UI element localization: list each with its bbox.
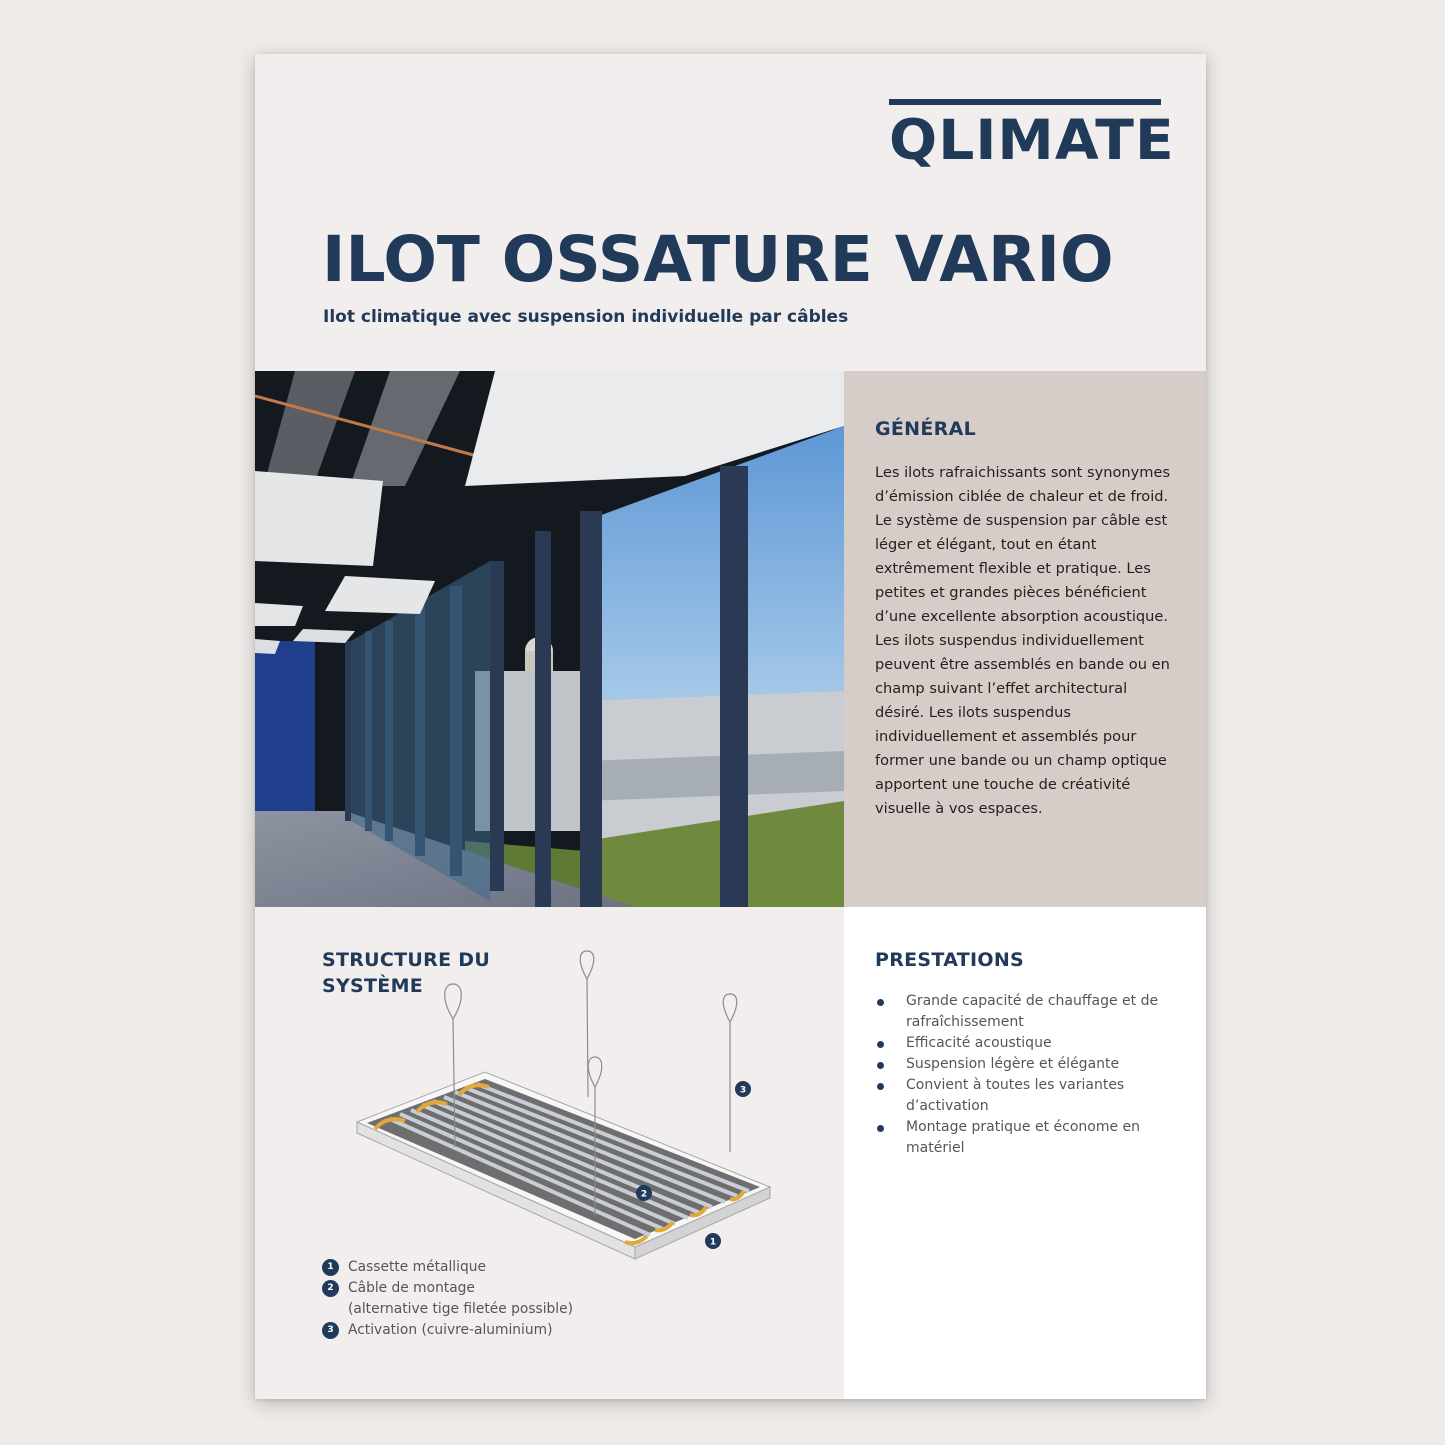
list-item-text: Convient à toutes les variantes d’activation [906, 1077, 1125, 1114]
bullet-icon [877, 1041, 884, 1048]
general-section [844, 371, 1206, 907]
structure-section [255, 907, 844, 1399]
list-item-text: Grande capacité de chauffage et de rafraîchissement [906, 993, 1159, 1030]
list-item-text: Efficacité acoustique [906, 1035, 1052, 1051]
legend-label: Cassette métallique [348, 1259, 486, 1275]
datasheet-page [255, 54, 1206, 1399]
system-diagram [345, 947, 785, 1267]
list-item [875, 1033, 1175, 1054]
qlimate-logo [889, 99, 1175, 172]
list-item [875, 1075, 1175, 1117]
legend-item [322, 1257, 573, 1278]
ceiling-island [255, 471, 383, 566]
callout-3 [735, 1081, 751, 1097]
callout-2 [636, 1185, 652, 1201]
logo-text: QLIMATE [889, 108, 1175, 172]
structure-legend [322, 1257, 573, 1341]
list-item [875, 991, 1175, 1033]
general-body-text: Les ilots rafraichissants sont synonymes d’émission ciblée de chaleur et de froid. Le système de suspension par câble est léger et élégant, tout en étant extrêmement flexible et pratique. Les petites et grandes pièces bénéficient d’une excellente absorption acoustique. Les ilots suspendus individuellement peuvent être assemblés en bande ou en champ suivant l’effet architectural désiré. Les ilots suspendus individuellement et assemblés pour former une bande ou un champ optique apportent une touche de créativité visuelle à vos espaces. [875, 464, 1171, 817]
callout-2-label: 2 [640, 1189, 648, 1200]
callout-3-label: 3 [739, 1085, 747, 1096]
list-item [875, 1117, 1175, 1159]
legend-number-badge: 1 [322, 1259, 339, 1276]
office-photo-illustration [255, 371, 844, 907]
prestations-heading: PRESTATIONS [875, 949, 1025, 971]
bullet-icon [877, 1125, 884, 1132]
list-item [875, 1054, 1175, 1075]
legend-label: Activation (cuivre-aluminium) [348, 1322, 553, 1338]
legend-item [322, 1278, 573, 1320]
callout-1-label: 1 [709, 1237, 717, 1248]
bullet-icon [877, 1062, 884, 1069]
list-item-text: Montage pratique et économe en matériel [906, 1119, 1141, 1156]
legend-item [322, 1320, 573, 1341]
prestations-section [844, 907, 1206, 1399]
blue-wall [255, 641, 315, 811]
prestations-list [875, 991, 1175, 1159]
legend-number-badge: 2 [322, 1280, 339, 1297]
legend-label: Câble de montage (alternative tige filetée possible) [348, 1280, 574, 1317]
callout-1 [705, 1233, 721, 1249]
general-heading: GÉNÉRAL [875, 418, 976, 440]
structure-heading: STRUCTURE DU SYSTÈME [322, 949, 491, 997]
bullet-icon [877, 1083, 884, 1090]
legend-number-badge: 3 [322, 1322, 339, 1339]
page-subtitle: Ilot climatique avec suspension individuelle par câbles [323, 307, 849, 327]
logo-bar [889, 99, 1161, 105]
list-item-text: Suspension légère et élégante [906, 1056, 1120, 1072]
product-photo [255, 371, 844, 907]
bullet-icon [877, 999, 884, 1006]
page-title: ILOT OSSATURE VARIO [322, 223, 1114, 296]
